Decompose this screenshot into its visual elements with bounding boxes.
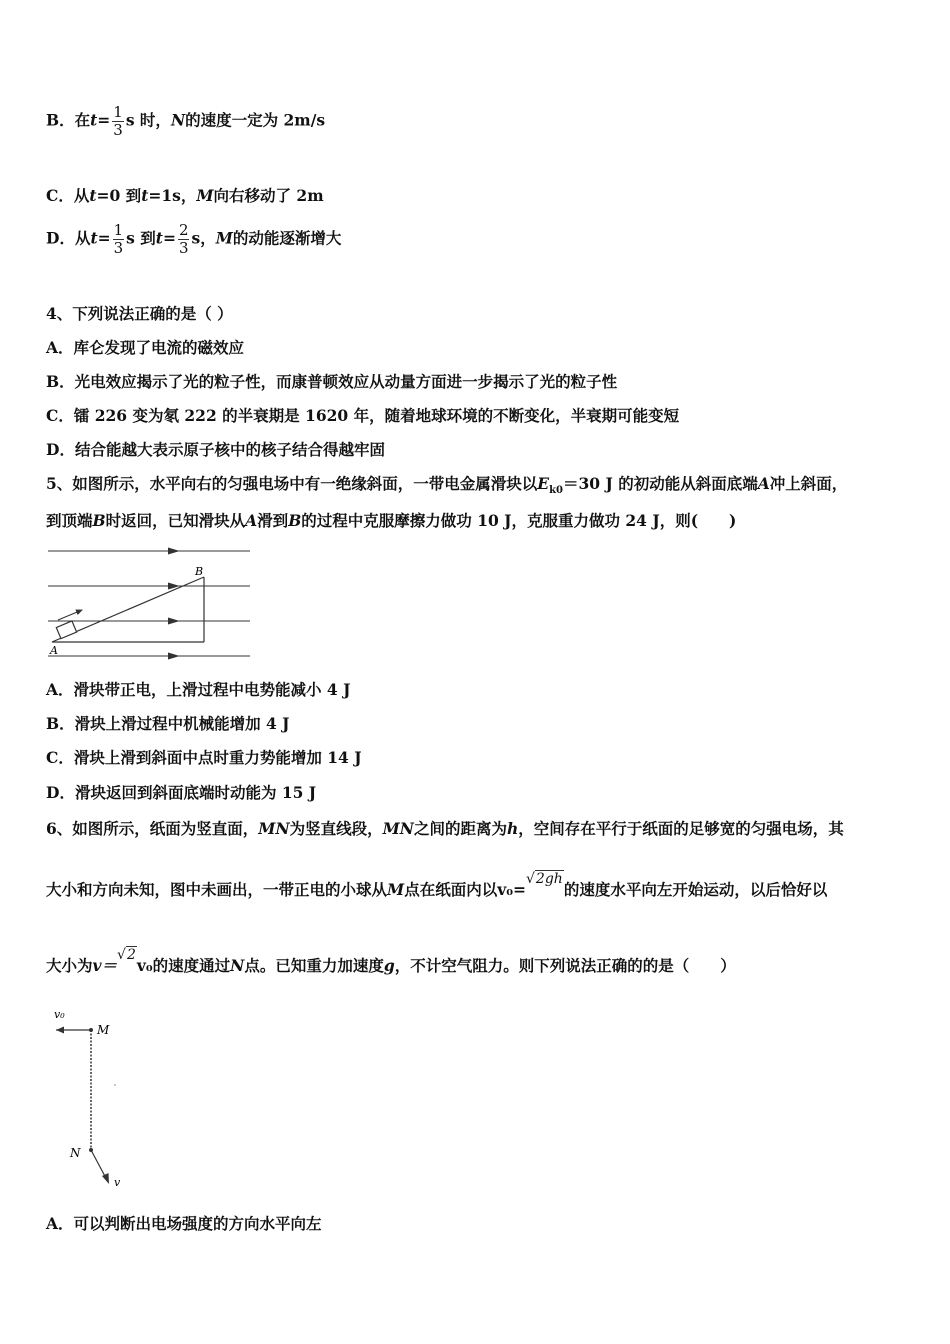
q6-stem-line1 — [46, 819, 844, 839]
arrow-head — [168, 583, 178, 589]
text: 滑到 — [257, 511, 289, 530]
option-prefix: D．从 — [46, 228, 91, 248]
label-v: v — [114, 1176, 121, 1189]
option-prefix: B．在 — [46, 110, 91, 130]
label-v0: v₀ — [54, 1008, 65, 1021]
text: 点。已知重力加速度 — [244, 956, 384, 975]
q5-option-b: B．滑块上滑过程中机械能增加 4 J — [46, 714, 290, 733]
var-m: M — [215, 228, 233, 248]
fraction — [113, 222, 125, 257]
sqrt-radicand: 2 — [126, 947, 136, 963]
denominator: 3 — [113, 239, 124, 257]
label-a: A — [50, 644, 58, 657]
q5-stem-line2 — [46, 511, 736, 531]
sqrt-2: √2 — [117, 947, 136, 963]
text: 为竖直线段， — [289, 819, 383, 838]
text: s， — [191, 228, 216, 248]
q5-option-a: A．滑块带正电，上滑过程中电势能减小 4 J — [46, 680, 351, 699]
sqrt-2gh: √2gh — [526, 871, 563, 887]
arrow-head — [102, 1173, 109, 1184]
text: 冲上斜面， — [769, 474, 848, 493]
var-m: M — [196, 186, 214, 205]
text: 的速度水平向左开始运动，以后恰好以 — [563, 880, 828, 899]
numerator: 2 — [178, 221, 189, 239]
segment-mn: MN — [258, 819, 290, 838]
label-n: N — [70, 1146, 81, 1160]
fraction — [112, 104, 124, 139]
text: v₀的速度通过 — [136, 956, 231, 975]
v-symbol: v＝ — [92, 956, 118, 975]
text: 5、如图所示，水平向右的匀强电场中有一绝缘斜面，一带电金属滑块以 — [46, 474, 538, 493]
text: 点在纸面内以 — [404, 880, 498, 899]
text: 6、如图所示，纸面为竖直面， — [46, 819, 259, 838]
q3-option-b — [46, 104, 325, 139]
arrow-head — [56, 1027, 64, 1034]
text: 的动能逐渐增大 — [232, 228, 342, 248]
q4-option-b: B．光电效应揭示了光的粒子性，而康普顿效应从动量方面进一步揭示了光的粒子性 — [46, 372, 618, 391]
q4-stem: 4、下列说法正确的是（ ） — [46, 304, 233, 323]
denominator: 3 — [113, 121, 123, 139]
text: ＝30 J 的初动能从斜面底端 — [563, 474, 758, 493]
q4-option-c: C．镭 226 变为氡 222 的半衰期是 1620 年，随着地球环境的不断变化，半衰期可能变短 — [46, 406, 680, 425]
time-var: t — [89, 186, 97, 205]
q6-option-a: A．可以判断出电场强度的方向水平向左 — [46, 1214, 322, 1233]
energy-subscript: k0 — [549, 485, 564, 497]
option-prefix: C．从 — [46, 186, 90, 205]
q3-option-d — [46, 222, 341, 257]
q5-option-d: D．滑块返回到斜面底端时动能为 15 J — [46, 783, 317, 802]
label-b: B — [195, 565, 204, 578]
time-var: t= — [90, 228, 111, 248]
label-m: M — [97, 1023, 110, 1037]
text: ，空间存在平行于纸面的足够宽的匀强电场，其 — [518, 819, 844, 838]
time-var: t — [141, 186, 149, 205]
text: ，不计空气阻力。则下列说法正确的的是（ ） — [394, 956, 736, 975]
mn-figure — [44, 1000, 144, 1195]
text: s 到 — [126, 228, 156, 248]
q6-stem-line3 — [46, 947, 736, 977]
text: s 时， — [125, 110, 171, 130]
q3-option-c — [46, 186, 324, 206]
arrow-head — [168, 653, 178, 659]
v0-symbol: v₀= — [497, 880, 526, 899]
arrow-head — [168, 548, 178, 554]
sqrt-radicand: 2gh — [535, 871, 563, 887]
arrow-head — [168, 618, 178, 624]
fraction — [178, 222, 190, 257]
time-var: t= — [90, 110, 111, 130]
text: 大小为 — [46, 956, 93, 975]
numerator: 1 — [113, 221, 124, 239]
segment-mn: MN — [382, 819, 414, 838]
time-var: t= — [155, 228, 176, 248]
text: 大小和方向未知，图中未画出，一带正电的小球从 — [46, 880, 388, 899]
numerator: 1 — [113, 103, 123, 121]
text: =1s， — [148, 186, 197, 205]
text: 向右移动了 2m — [213, 186, 324, 205]
q5-option-c: C．滑块上滑到斜面中点时重力势能增加 14 J — [46, 748, 362, 767]
denominator: 3 — [178, 239, 189, 257]
text: =0 到 — [96, 186, 142, 205]
point-a: A — [245, 511, 258, 530]
energy-symbol: E — [537, 474, 550, 493]
point-n: N — [230, 956, 245, 975]
text: 的过程中克服摩擦力做功 10 J，克服重力做功 24 J，则( ) — [301, 511, 737, 530]
incline-field-figure — [44, 542, 259, 664]
q5-stem-line1 — [46, 474, 847, 501]
q4-option-d: D．结合能越大表示原子核中的核子结合得越牢固 — [46, 440, 385, 459]
text: 之间的距离为 — [413, 819, 507, 838]
speck — [114, 1084, 116, 1086]
text: 到顶端 — [46, 511, 93, 530]
var-n: N — [170, 110, 186, 130]
q6-stem-line2 — [46, 871, 828, 901]
var-g: g — [383, 956, 395, 975]
var-h: h — [506, 819, 519, 838]
slider-block — [56, 621, 76, 639]
text: 的速度一定为 2m/s — [185, 110, 326, 130]
point-a: A — [757, 474, 770, 493]
point-b: B — [92, 511, 106, 530]
velocity-arrow — [58, 610, 82, 620]
q4-option-a: A．库仑发现了电流的磁效应 — [46, 338, 245, 357]
point-b: B — [288, 511, 302, 530]
text: 时返回，已知滑块从 — [105, 511, 246, 530]
point-m: M — [387, 880, 405, 899]
